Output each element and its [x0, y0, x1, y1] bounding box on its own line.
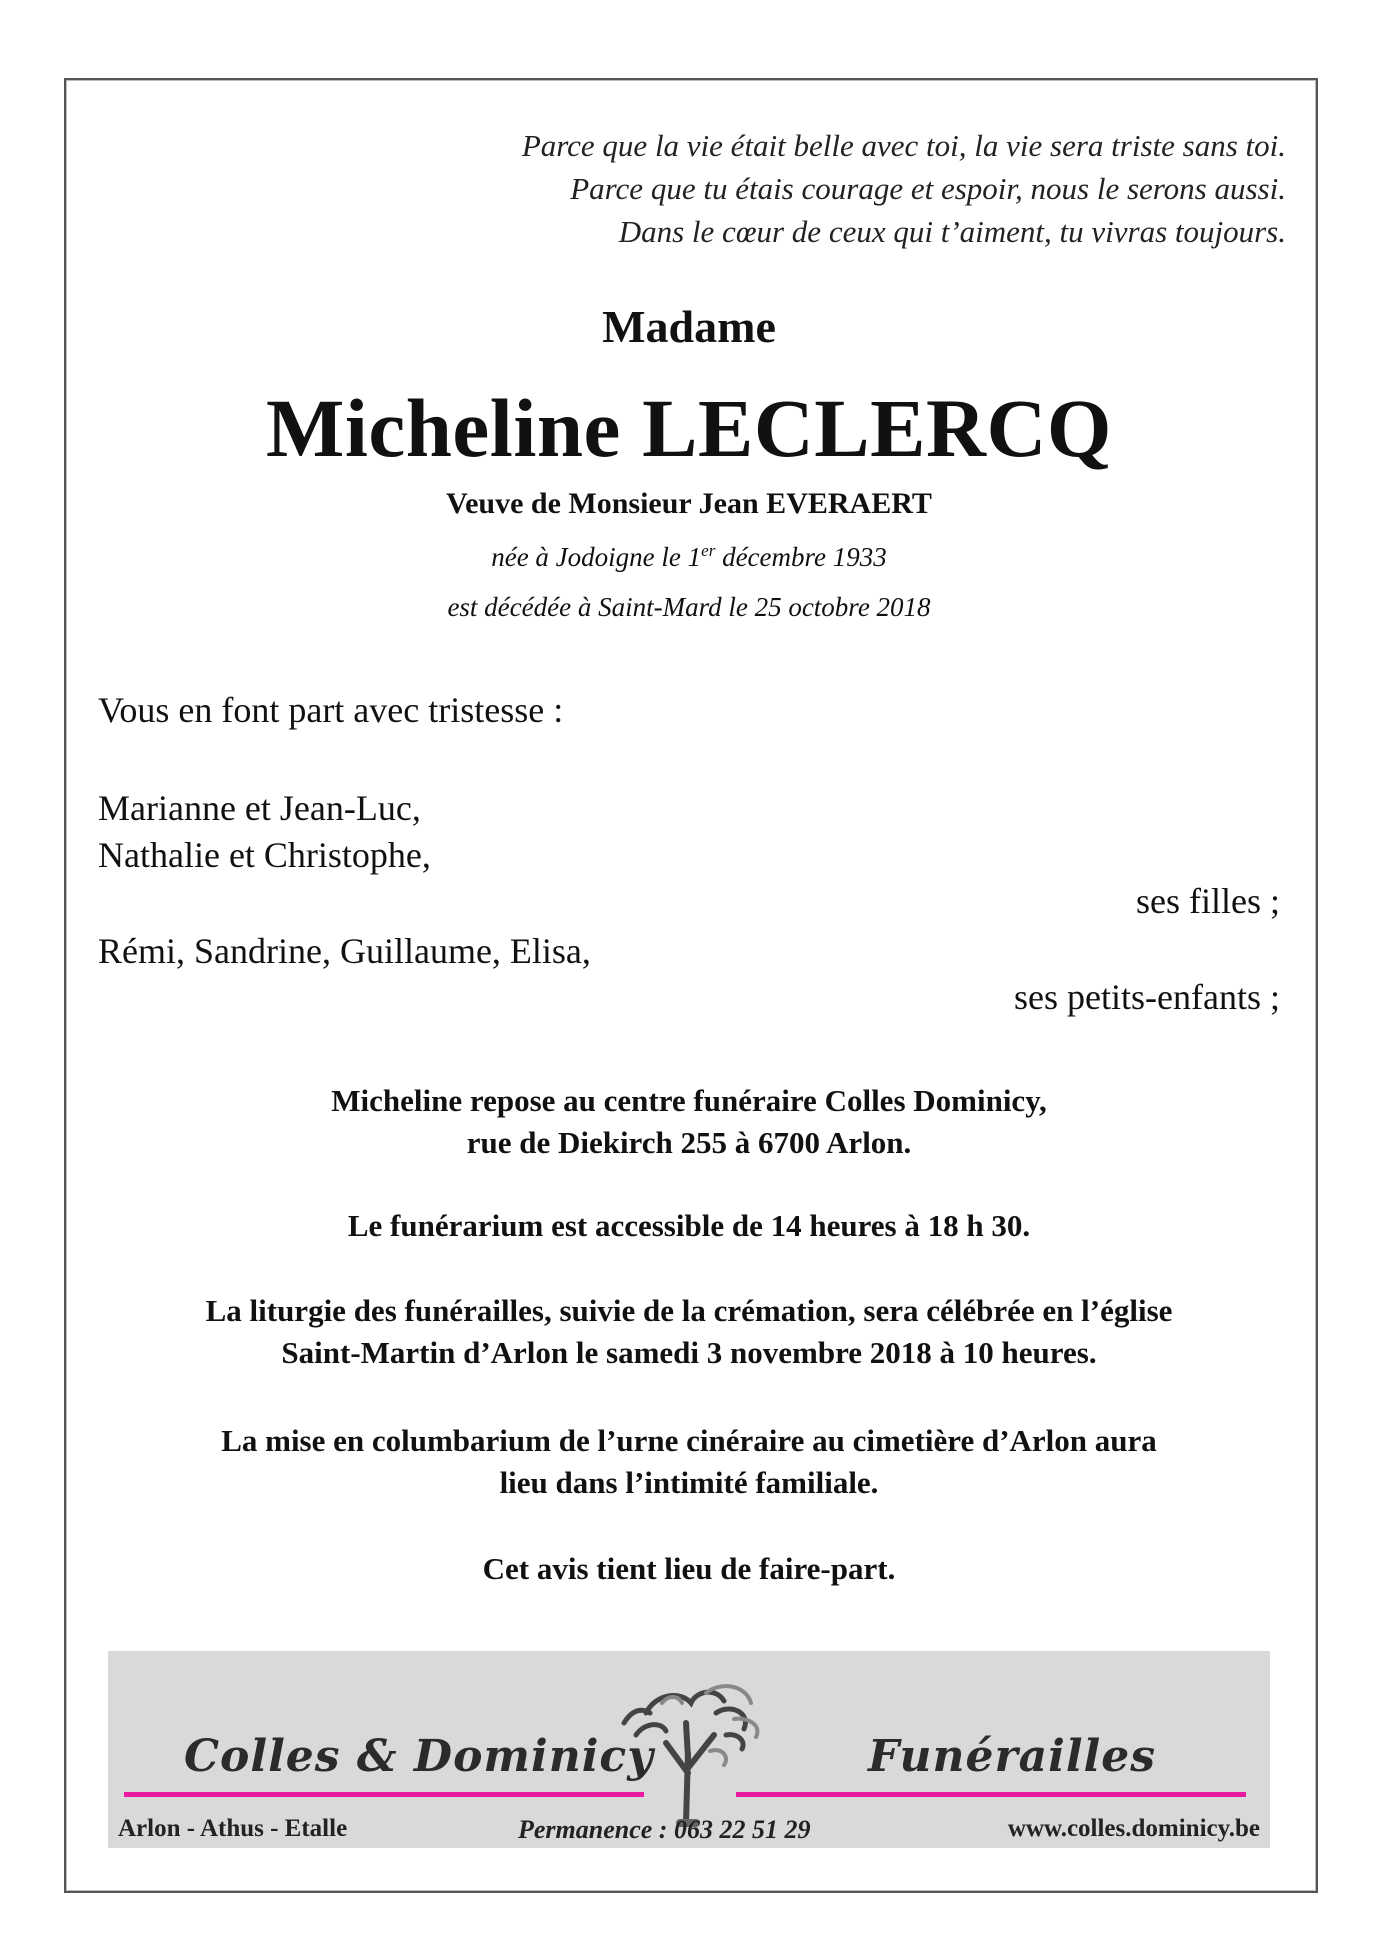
grandchildren-line: Rémi, Sandrine, Guillaume, Elisa, [98, 931, 591, 971]
birth-suffix: décembre 1933 [715, 542, 887, 572]
widow-line: Veuve de Monsieur Jean EVERAERT [446, 487, 932, 520]
death-line: est décédée à Saint-Mard le 25 octobre 2018 [447, 592, 931, 622]
repose-line: Micheline repose au centre funéraire Colles Dominicy, [331, 1083, 1047, 1118]
poem-line: Dans le cœur de ceux qui t’aiment, tu vivras toujours. [618, 214, 1286, 249]
poem [286, 124, 1286, 253]
liturgy-info [0, 1290, 1378, 1374]
repose-line: rue de Diekirch 255 à 6700 Arlon. [466, 1125, 912, 1160]
daughters-line: Marianne et Jean-Luc, [98, 788, 421, 828]
liturgy-line: Saint-Martin d’Arlon le samedi 3 novembre 2018 à 10 heures. [281, 1335, 1097, 1370]
hours-info: Le funérarium est accessible de 14 heures à 18 h 30. [347, 1208, 1031, 1243]
tree-icon [606, 1673, 776, 1833]
deceased-title: Madame [602, 301, 776, 352]
brand-name: Colles & Dominicy [184, 1731, 654, 1782]
family-intro: Vous en font part avec tristesse : [98, 690, 564, 730]
poem-line: Parce que tu étais courage et espoir, nous le serons aussi. [570, 171, 1286, 206]
website: www.colles.dominicy.be [1007, 1815, 1260, 1842]
deceased-name: Micheline LECLERCQ [266, 382, 1112, 474]
birth-prefix: née à Jodoigne le 1 [491, 542, 702, 572]
notice-line: Cet avis tient lieu de faire-part. [482, 1551, 896, 1586]
accent-line-right [736, 1792, 1246, 1797]
birth-line [0, 541, 1378, 573]
phone: Permanence : 063 22 51 29 [518, 1815, 811, 1844]
columbarium-info [0, 1420, 1378, 1504]
columbarium-line: lieu dans l’intimité familiale. [499, 1465, 879, 1500]
locations: Arlon - Athus - Etalle [118, 1815, 348, 1842]
liturgy-line: La liturgie des funérailles, suivie de la crémation, sera célébrée en l’église [205, 1293, 1173, 1328]
repose-info [0, 1080, 1378, 1164]
funeral-home-banner [108, 1651, 1270, 1848]
grandchildren-label: ses petits-enfants ; [1014, 977, 1280, 1017]
daughters-line: Nathalie et Christophe, [98, 835, 431, 875]
brand-tagline: Funérailles [868, 1731, 1157, 1782]
columbarium-line: La mise en columbarium de l’urne cinéraire au cimetière d’Arlon aura [221, 1423, 1157, 1458]
daughters-label: ses filles ; [1136, 881, 1280, 921]
poem-line: Parce que la vie était belle avec toi, la vie sera triste sans toi. [521, 128, 1286, 163]
birth-ordinal: er [701, 541, 716, 560]
accent-line-left [124, 1792, 644, 1797]
